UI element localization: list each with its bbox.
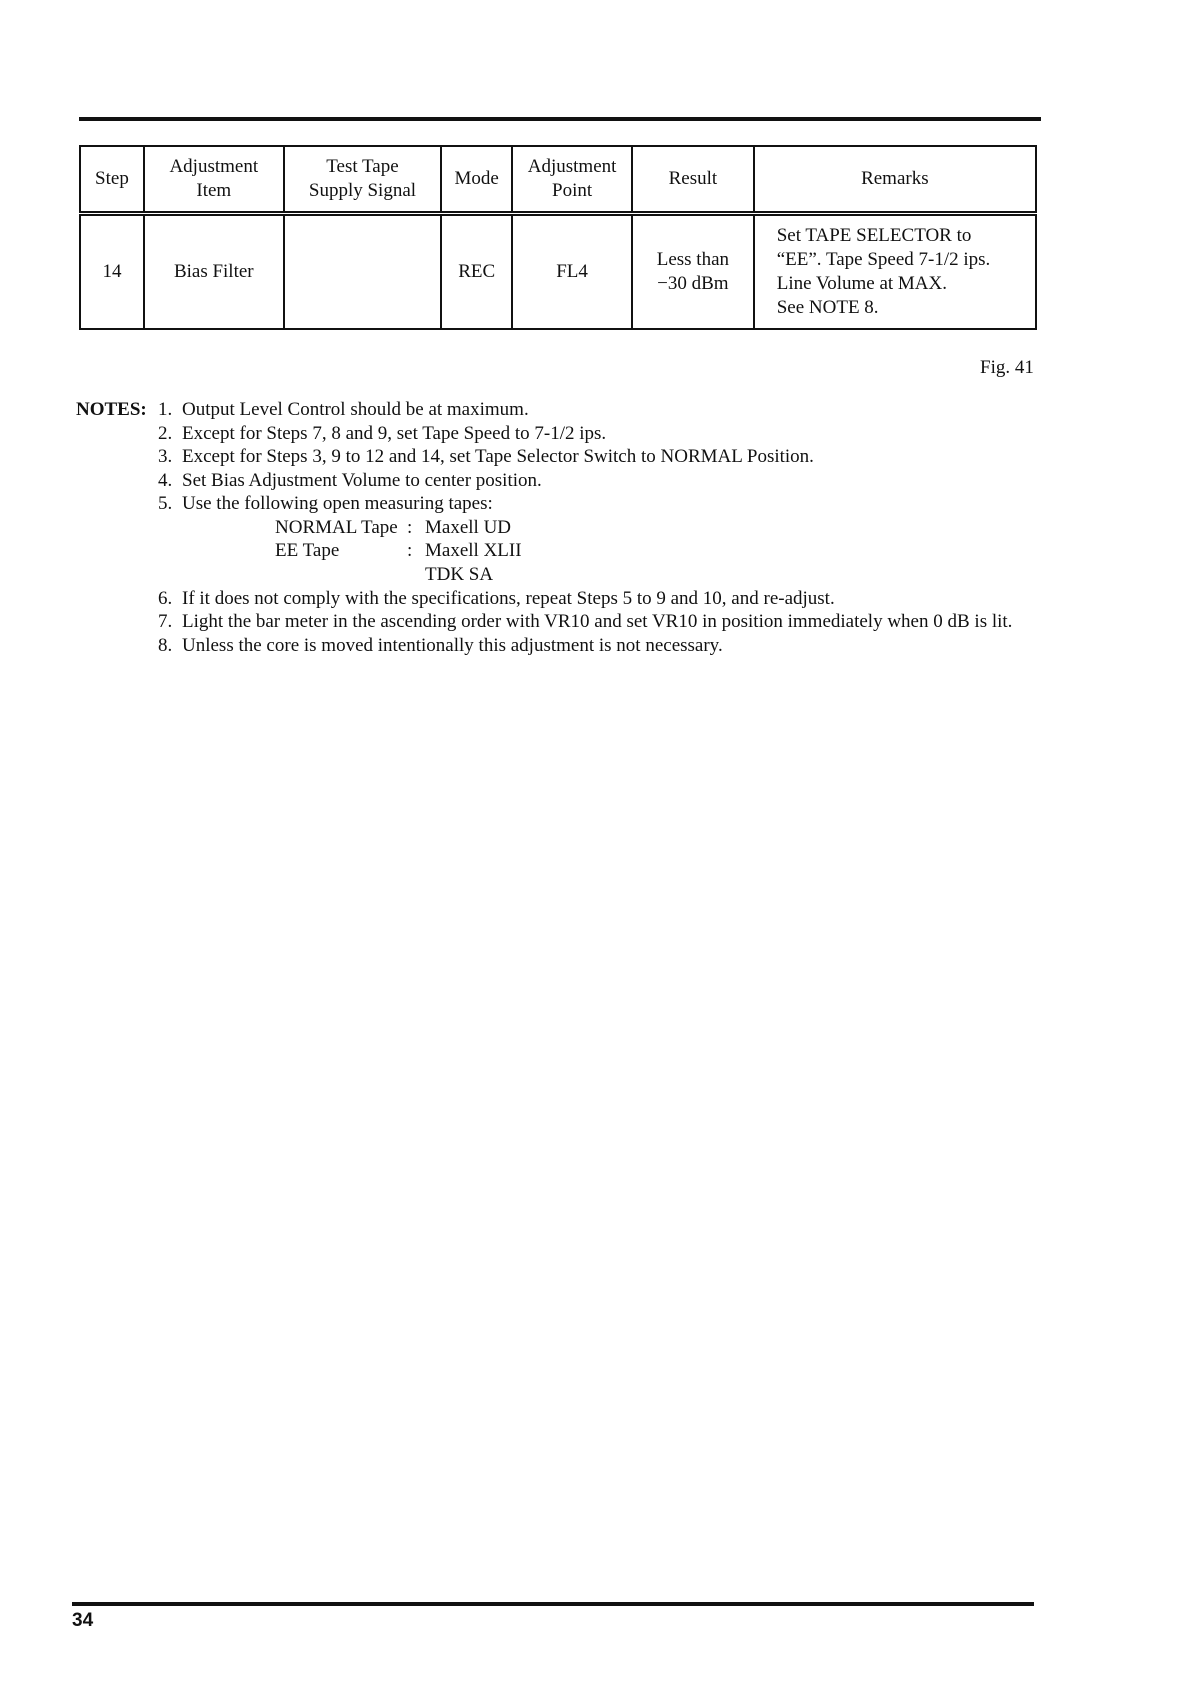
tape-brand: Maxell UD (425, 516, 512, 538)
header-mode: Mode (441, 146, 512, 214)
note-number: 5. (158, 493, 173, 514)
list-item (158, 634, 1038, 658)
tape-name: NORMAL Tape (275, 516, 398, 538)
note-number: 1. (158, 399, 173, 420)
header-adjustment-item (144, 146, 284, 214)
note-number: 8. (158, 634, 173, 656)
list-item (158, 422, 1038, 446)
tape-list (182, 516, 1038, 587)
tape-brand: TDK SA (425, 563, 494, 585)
cell-step: 14 (80, 214, 144, 330)
notes-heading: NOTES: (76, 399, 147, 420)
header-result: Result (632, 146, 754, 214)
remarks-line: See NOTE 8. (776, 297, 879, 318)
note-text: Light the bar meter in the ascending order with VR10 and set VR10 in position immediately when 0 dB is lit. (182, 611, 1013, 632)
cell-remarks (754, 214, 1036, 330)
result-line: Less than (656, 249, 730, 270)
adjustment-table (79, 145, 1037, 330)
cell-test-tape (284, 214, 442, 330)
cell-adjustment-item: Bias Filter (144, 214, 284, 330)
table-header-row (80, 146, 1036, 214)
header-adjustment-point-line: Point (552, 180, 593, 201)
header-adjustment-point-line: Adjustment (527, 156, 617, 177)
remarks-line: Set TAPE SELECTOR to (776, 225, 972, 246)
note-text: If it does not comply with the specifications, repeat Steps 5 to 9 and 10, and re-adjust. (182, 587, 835, 609)
note-number: 7. (158, 611, 173, 632)
note-number: 3. (158, 446, 173, 467)
note-text: Unless the core is moved intentionally this adjustment is not necessary. (182, 634, 723, 656)
header-remarks: Remarks (754, 146, 1036, 214)
remarks-line: Line Volume at MAX. (776, 273, 948, 294)
header-test-tape-line: Test Tape (326, 156, 399, 177)
tape-colon: : (407, 540, 413, 561)
list-item (158, 445, 1038, 469)
header-test-tape (284, 146, 442, 214)
note-number: 6. (158, 587, 173, 609)
header-step: Step (80, 146, 144, 214)
note-text: Output Level Control should be at maximum. (182, 399, 529, 420)
cell-adjustment-point: FL4 (512, 214, 632, 330)
header-adjustment-item-line: Adjustment (169, 156, 259, 177)
list-item (158, 398, 1038, 422)
tape-colon: : (407, 516, 413, 538)
note-text: Except for Steps 7, 8 and 9, set Tape Speed to 7-1/2 ips. (182, 422, 607, 444)
header-test-tape-line: Supply Signal (308, 180, 417, 201)
note-number: 4. (158, 469, 173, 491)
figure-label: Fig. 41 (980, 357, 1034, 378)
top-rule (79, 117, 1041, 121)
table-row (80, 214, 1036, 330)
note-text: Set Bias Adjustment Volume to center position. (182, 469, 542, 491)
notes-list (158, 398, 1038, 657)
note-text: Use the following open measuring tapes: (182, 493, 493, 514)
note-number: 2. (158, 422, 173, 444)
note-text: Except for Steps 3, 9 to 12 and 14, set Tape Selector Switch to NORMAL Position. (182, 446, 814, 467)
tape-brand: Maxell XLII (425, 540, 522, 561)
list-item (158, 469, 1038, 493)
cell-mode: REC (441, 214, 512, 330)
remarks-line: “EE”. Tape Speed 7-1/2 ips. (776, 249, 991, 270)
list-item (158, 587, 1038, 611)
list-item (158, 610, 1038, 634)
cell-result (632, 214, 754, 330)
page-number: 34 (72, 1610, 94, 1631)
header-adjustment-point (512, 146, 632, 214)
tape-name: EE Tape (275, 540, 340, 561)
result-line: −30 dBm (657, 273, 729, 294)
header-adjustment-item-line: Item (196, 180, 232, 201)
list-item (158, 492, 1038, 587)
bottom-rule (72, 1602, 1034, 1606)
